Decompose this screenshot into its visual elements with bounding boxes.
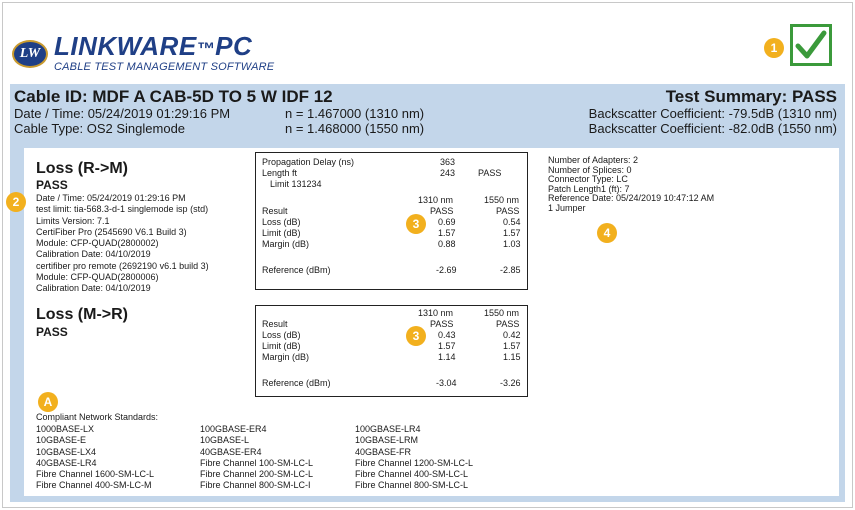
adapter-line: Connector Type: LC — [548, 174, 628, 185]
loss-1310: 0.43 — [438, 330, 456, 340]
callout-a: A — [38, 392, 58, 412]
standard-item: 1000BASE-LX — [36, 424, 95, 434]
standard-item: Fibre Channel 1600-SM-LC-L — [36, 469, 155, 480]
result-1550: PASS — [496, 206, 520, 216]
standard-item: 10GBASE-LX4 — [36, 446, 97, 457]
detail-line: Calibration Date: 04/10/2019 — [36, 283, 151, 294]
standard-item: Fibre Channel 200-SM-LC-L — [200, 469, 314, 480]
adapter-line: Number of Adapters: 2 — [548, 155, 639, 165]
standard-item: Fibre Channel 800-SM-LC-I — [200, 480, 311, 491]
length-limit: Limit 131234 — [270, 179, 322, 189]
callout-4: 4 — [597, 223, 617, 243]
col-1310-header: 1310 nm — [418, 308, 454, 318]
standards-col-3 — [355, 424, 473, 492]
logo-text — [54, 31, 275, 73]
loss-mr-title: Loss (M->R) — [36, 306, 128, 323]
length-label: Length ft — [262, 168, 298, 178]
limit-1550: 1.57 — [503, 228, 521, 238]
length-value: 243 — [440, 168, 456, 178]
linkware-logo — [12, 31, 275, 73]
prop-delay-value: 363 — [440, 157, 456, 167]
standard-item: 10GBASE-L — [200, 435, 250, 446]
pass-checkmark-icon — [790, 24, 832, 66]
standard-item: 40GBASE-LR4 — [36, 457, 97, 468]
standard-item: 100GBASE-LR4 — [355, 424, 421, 434]
detail-line: Module: CFP-QUAD(2800006) — [36, 272, 159, 283]
cable-id: Cable ID: MDF A CAB-5D TO 5 W IDF 12 — [14, 87, 333, 106]
detail-line: Limits Version: 7.1 — [36, 215, 110, 226]
adapter-info — [548, 156, 714, 214]
logo-title-tm: ™ — [196, 39, 216, 59]
limit-1550: 1.57 — [503, 341, 521, 351]
standard-item: Fibre Channel 1200-SM-LC-L — [355, 457, 474, 468]
reference-1310: -2.69 — [436, 265, 457, 275]
adapter-line: Patch Length1 (ft): 7 — [548, 183, 630, 194]
standards-col-2 — [200, 424, 313, 492]
margin-1310: 1.14 — [438, 352, 456, 362]
test-summary: Test Summary: PASS — [665, 87, 837, 106]
callout-3-second: 3 — [406, 326, 426, 346]
lw-badge-icon: LW — [12, 40, 48, 68]
loss-rm-status: PASS — [36, 178, 68, 192]
col-1550-header: 1550 nm — [484, 308, 520, 318]
loss-1550: 0.42 — [503, 330, 521, 340]
reference-1310: -3.04 — [436, 378, 457, 388]
limit-1310: 1.57 — [438, 228, 456, 238]
results-table-mr — [255, 305, 528, 397]
length-status: PASS — [478, 168, 502, 178]
prop-delay-label: Propagation Delay (ns) — [262, 157, 355, 167]
loss-label: Loss (dB) — [262, 217, 301, 227]
logo-title-main: LINKWARE — [54, 31, 197, 61]
standard-item: Fibre Channel 400-SM-LC-M — [36, 480, 152, 491]
header-cable-type: Cable Type: OS2 Singlemode — [14, 121, 186, 136]
refractive-index-1310: n = 1.467000 (1310 nm) — [285, 106, 425, 121]
callout-3: 3 — [406, 214, 426, 234]
standard-item: 40GBASE-ER4 — [200, 446, 262, 457]
standard-item: Fibre Channel 100-SM-LC-L — [200, 457, 314, 468]
loss-label: Loss (dB) — [262, 330, 301, 340]
result-1550: PASS — [496, 319, 520, 329]
col-1310-header: 1310 nm — [418, 195, 454, 205]
detail-line: Date / Time: 05/24/2019 01:29:16 PM — [36, 193, 186, 203]
limit-label: Limit (dB) — [262, 228, 301, 238]
loss-1550: 0.54 — [503, 217, 521, 227]
backscatter-1310: Backscatter Coefficient: -79.5dB (1310 nm) — [588, 106, 837, 121]
standard-item: 10GBASE-LRM — [355, 435, 419, 446]
results-table-rm — [255, 152, 528, 290]
limit-label: Limit (dB) — [262, 341, 301, 351]
reference-label: Reference (dBm) — [262, 265, 331, 275]
result-1310: PASS — [430, 319, 454, 329]
margin-label: Margin (dB) — [262, 352, 310, 362]
standard-item: 40GBASE-FR — [355, 446, 412, 457]
loss-rm-title: Loss (R->M) — [36, 160, 128, 177]
loss-mr-status: PASS — [36, 325, 68, 339]
standard-item: 10GBASE-E — [36, 435, 87, 446]
margin-1550: 1.03 — [503, 239, 521, 249]
result-label: Result — [262, 319, 288, 329]
adapter-line: 1 Jumper — [548, 202, 586, 213]
header-date-time: Date / Time: 05/24/2019 01:29:16 PM — [14, 106, 231, 121]
reference-1550: -3.26 — [500, 378, 521, 388]
result-1310: PASS — [430, 206, 454, 216]
standards-col-1 — [36, 424, 154, 492]
result-label: Result — [262, 206, 288, 216]
header-right — [589, 88, 837, 136]
callout-1: 1 — [764, 38, 784, 58]
refractive-index-1550: n = 1.468000 (1550 nm) — [285, 121, 425, 136]
backscatter-1550: Backscatter Coefficient: -82.0dB (1550 nm) — [588, 121, 837, 136]
standard-item: 100GBASE-ER4 — [200, 424, 267, 434]
reference-1550: -2.85 — [500, 265, 521, 275]
logo-title — [54, 31, 274, 61]
standard-item: Fibre Channel 800-SM-LC-L — [355, 480, 469, 491]
standards-title: Compliant Network Standards: — [36, 412, 159, 422]
adapter-line: Reference Date: 05/24/2019 10:47:12 AM — [548, 193, 715, 204]
reference-label: Reference (dBm) — [262, 378, 331, 388]
callout-2: 2 — [6, 192, 26, 212]
detail-line: CertiFiber Pro (2545690 V6.1 Build 3) — [36, 226, 187, 237]
logo-subtitle: CABLE TEST MANAGEMENT SOFTWARE — [54, 61, 275, 73]
limit-1310: 1.57 — [438, 341, 456, 351]
detail-line: Calibration Date: 04/10/2019 — [36, 249, 151, 260]
header-refractive-index — [285, 106, 424, 136]
margin-1310: 0.88 — [438, 239, 456, 249]
logo-title-pc: PC — [215, 31, 253, 61]
detail-line: certifiber pro remote (2692190 v6.1 build 3) — [36, 260, 209, 271]
margin-1550: 1.15 — [503, 352, 521, 362]
detail-line: Module: CFP-QUAD(2800002) — [36, 238, 159, 249]
adapter-line: Number of Splices: 0 — [548, 164, 632, 175]
col-1550-header: 1550 nm — [484, 195, 520, 205]
margin-label: Margin (dB) — [262, 239, 310, 249]
standard-item: Fibre Channel 400-SM-LC-L — [355, 469, 469, 480]
loss-1310: 0.69 — [438, 217, 456, 227]
loss-rm-details — [36, 193, 209, 295]
detail-line: test limit: tia-568.3-d-1 singlemode isp (std) — [36, 204, 209, 215]
